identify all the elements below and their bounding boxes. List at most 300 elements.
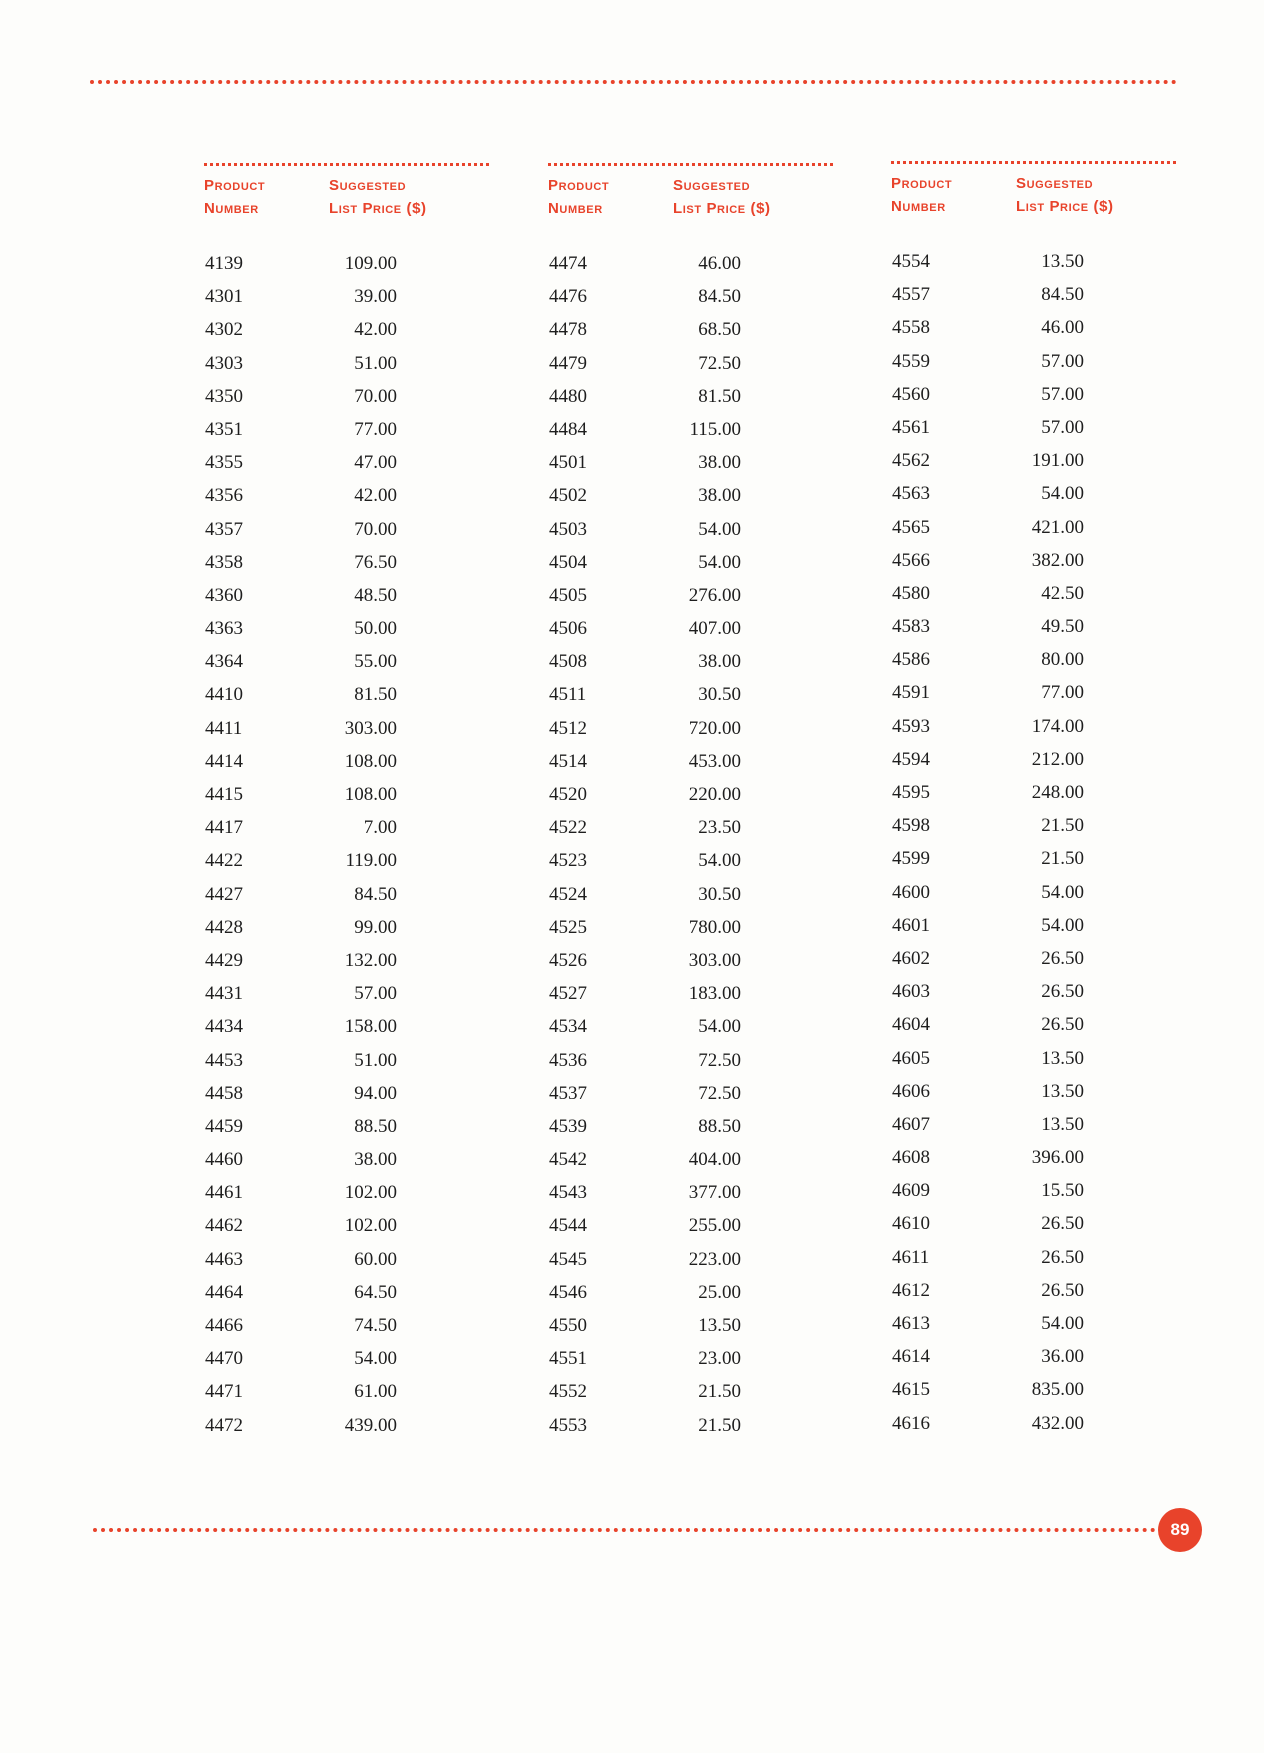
product-number: 4428: [205, 916, 243, 938]
table-row: [204, 1276, 489, 1309]
list-price: 54.00: [698, 850, 741, 872]
product-number: 4478: [549, 319, 587, 341]
product-number: 4453: [205, 1049, 243, 1071]
list-price: 303.00: [344, 717, 397, 739]
list-price: 220.00: [688, 784, 741, 805]
list-price: 38.00: [698, 485, 741, 507]
list-price: 76.50: [354, 551, 397, 573]
list-price: 102.00: [344, 1215, 397, 1237]
list-price: 48.50: [354, 584, 397, 606]
list-price: 115.00: [689, 418, 741, 440]
table-row: [204, 513, 489, 546]
list-price: 407.00: [688, 618, 741, 640]
product-number: 4537: [549, 1082, 587, 1104]
list-price: 81.50: [354, 684, 397, 706]
table-row: [548, 678, 833, 711]
table-row: [204, 413, 489, 446]
list-price: 377.00: [688, 1182, 741, 1204]
product-number: 4554: [892, 251, 930, 272]
list-price: 99.00: [354, 916, 397, 938]
product-number: 4580: [892, 582, 930, 604]
product-number: 4505: [549, 584, 587, 606]
list-price: 55.00: [354, 651, 397, 673]
product-number: 4512: [549, 717, 587, 739]
list-price: 54.00: [698, 1016, 741, 1038]
table-row: [204, 280, 489, 313]
product-number: 4560: [892, 383, 930, 405]
product-number: 4609: [892, 1180, 930, 1202]
list-price: 108.00: [344, 750, 397, 772]
product-number: 4466: [205, 1315, 243, 1336]
table-row: [891, 1174, 1176, 1207]
product-number: 4471: [205, 1381, 243, 1403]
table-row: [548, 313, 833, 346]
product-number: 4462: [205, 1215, 243, 1237]
list-price: 54.00: [354, 1348, 397, 1370]
list-price: 13.50: [698, 1315, 741, 1336]
product-number: 4602: [892, 947, 930, 969]
price-table-3: [891, 161, 1176, 1440]
product-number: 4303: [205, 352, 243, 374]
product-number: 4552: [549, 1381, 587, 1403]
list-price: 396.00: [1031, 1147, 1084, 1169]
list-price: 49.50: [1041, 616, 1084, 638]
product-number: 4484: [549, 418, 587, 440]
table-row: [548, 612, 833, 645]
table-row: [548, 1176, 833, 1209]
table-row: [548, 1375, 833, 1408]
table-row: [891, 1075, 1176, 1108]
product-number: 4431: [205, 983, 243, 1005]
list-price: 13.50: [1041, 1080, 1084, 1102]
product-number: 4480: [549, 385, 587, 407]
table-row: [891, 1340, 1176, 1373]
table-row: [891, 1141, 1176, 1174]
table-row: [548, 1243, 833, 1276]
table-row: [548, 712, 833, 745]
list-price: 276.00: [688, 584, 741, 606]
table-2-header: [548, 174, 833, 220]
table-row: [548, 280, 833, 313]
product-number: 4604: [892, 1014, 930, 1036]
table-row: [891, 1307, 1176, 1340]
list-price: 7.00: [363, 817, 397, 839]
list-price: 57.00: [1041, 416, 1084, 438]
list-price: 109.00: [344, 253, 397, 274]
list-price: 191.00: [1031, 450, 1084, 472]
list-price: 15.50: [1041, 1180, 1084, 1202]
product-number: 4472: [205, 1414, 243, 1436]
table-3-dotted-rule: [891, 161, 1176, 164]
list-price: 835.00: [1031, 1379, 1084, 1401]
product-number: 4603: [892, 981, 930, 1003]
table-row: [548, 844, 833, 877]
table-row: [548, 1342, 833, 1375]
table-row: [204, 1010, 489, 1043]
product-number: 4611: [892, 1246, 930, 1268]
product-number: 4546: [549, 1281, 587, 1303]
table-row: [891, 544, 1176, 577]
list-price: 30.50: [698, 883, 741, 905]
list-price: 38.00: [698, 651, 741, 673]
product-number: 4357: [205, 518, 243, 540]
list-price-header: Suggested List Price ($): [329, 177, 427, 217]
table-row: [204, 1342, 489, 1375]
product-number: 4600: [892, 881, 930, 903]
table-row: [891, 743, 1176, 776]
table-row: [891, 1008, 1176, 1041]
list-price: 51.00: [354, 1049, 397, 1071]
list-price: 74.50: [354, 1315, 397, 1336]
product-number: 4543: [549, 1182, 587, 1204]
table-row: [891, 1241, 1176, 1274]
list-price: 84.50: [698, 286, 741, 308]
list-price: 183.00: [688, 983, 741, 1005]
table-row: [548, 1409, 833, 1442]
table-row: [891, 311, 1176, 344]
product-number: 4458: [205, 1082, 243, 1104]
table-row: [891, 676, 1176, 709]
list-price-header: Suggested List Price ($): [673, 177, 771, 217]
list-price: 77.00: [354, 418, 397, 440]
list-price: 108.00: [344, 784, 397, 805]
product-number: 4463: [205, 1248, 243, 1270]
table-row: [891, 577, 1176, 610]
table-row: [891, 411, 1176, 444]
list-price: 51.00: [354, 352, 397, 374]
table-row: [204, 712, 489, 745]
product-number: 4615: [892, 1379, 930, 1401]
list-price: 21.50: [1041, 815, 1084, 837]
table-row: [204, 546, 489, 579]
product-number: 4559: [892, 350, 930, 372]
table-row: [204, 347, 489, 380]
table-row: [204, 745, 489, 778]
table-row: [204, 1409, 489, 1442]
table-row: [204, 944, 489, 977]
product-number: 4591: [892, 682, 930, 704]
product-number: 4504: [549, 551, 587, 573]
table-row: [548, 247, 833, 280]
product-number: 4563: [892, 483, 930, 505]
list-price: 30.50: [698, 684, 741, 706]
list-price: 54.00: [1041, 914, 1084, 936]
list-price: 42.00: [354, 319, 397, 341]
list-price-header: Suggested List Price ($): [1016, 175, 1114, 215]
table-row: [891, 610, 1176, 643]
product-number: 4470: [205, 1348, 243, 1370]
table-row: [548, 513, 833, 546]
product-number: 4562: [892, 450, 930, 472]
table-row: [204, 977, 489, 1010]
table-row: [548, 546, 833, 579]
product-number: 4460: [205, 1149, 243, 1171]
list-price: 57.00: [354, 983, 397, 1005]
table-row: [891, 942, 1176, 975]
table-row: [204, 1375, 489, 1408]
table-1-rows: [204, 247, 489, 1442]
product-number: 4593: [892, 715, 930, 737]
product-number: 4501: [549, 452, 587, 474]
product-number: 4522: [549, 817, 587, 839]
list-price: 38.00: [354, 1149, 397, 1171]
table-row: [204, 778, 489, 811]
product-number: 4536: [549, 1049, 587, 1071]
product-number: 4520: [549, 784, 587, 805]
list-price: 68.50: [698, 319, 741, 341]
list-price: 84.50: [1041, 284, 1084, 306]
table-row: [548, 1209, 833, 1242]
list-price: 50.00: [354, 618, 397, 640]
list-price: 255.00: [688, 1215, 741, 1237]
table-row: [891, 1373, 1176, 1406]
table-row: [891, 1207, 1176, 1240]
list-price: 13.50: [1041, 1047, 1084, 1069]
list-price: 26.50: [1041, 947, 1084, 969]
product-number: 4599: [892, 848, 930, 870]
list-price: 439.00: [344, 1414, 397, 1436]
table-3-rows: [891, 245, 1176, 1440]
product-number-header: Product Number: [548, 177, 610, 217]
table-row: [548, 778, 833, 811]
table-row: [548, 1077, 833, 1110]
list-price: 77.00: [1041, 682, 1084, 704]
table-row: [891, 876, 1176, 909]
product-number-header: Product Number: [204, 177, 266, 217]
product-number: 4358: [205, 551, 243, 573]
bottom-dotted-rule: [93, 1528, 1156, 1532]
product-number: 4542: [549, 1149, 587, 1171]
product-number: 4608: [892, 1147, 930, 1169]
list-price: 88.50: [354, 1115, 397, 1137]
table-row: [204, 811, 489, 844]
table-row: [204, 313, 489, 346]
table-row: [204, 479, 489, 512]
list-price: 46.00: [1041, 317, 1084, 339]
product-number: 4301: [205, 286, 243, 308]
product-number: 4601: [892, 914, 930, 936]
table-row: [891, 1042, 1176, 1075]
product-number: 4525: [549, 916, 587, 938]
table-row: [891, 975, 1176, 1008]
product-number: 4476: [549, 286, 587, 308]
list-price: 80.00: [1041, 649, 1084, 671]
table-row: [891, 710, 1176, 743]
product-number: 4553: [549, 1414, 587, 1436]
product-number: 4614: [892, 1346, 930, 1368]
list-price: 432.00: [1031, 1412, 1084, 1434]
product-number: 4429: [205, 949, 243, 971]
list-price: 132.00: [344, 949, 397, 971]
product-number: 4434: [205, 1016, 243, 1038]
table-row: [891, 643, 1176, 676]
product-number: 4558: [892, 317, 930, 339]
list-price: 421.00: [1031, 516, 1084, 538]
table-1-dotted-rule: [204, 163, 489, 166]
price-table-1: [204, 163, 489, 1442]
table-row: [891, 1274, 1176, 1307]
product-number: 4561: [892, 416, 930, 438]
product-number: 4417: [205, 817, 243, 839]
table-row: [548, 380, 833, 413]
list-price: 46.00: [698, 253, 741, 274]
table-row: [891, 245, 1176, 278]
table-row: [204, 1110, 489, 1143]
list-price: 72.50: [698, 1049, 741, 1071]
table-row: [204, 645, 489, 678]
product-number: 4539: [549, 1115, 587, 1137]
product-number: 4534: [549, 1016, 587, 1038]
table-row: [891, 378, 1176, 411]
table-row: [204, 911, 489, 944]
product-number: 4302: [205, 319, 243, 341]
list-price: 70.00: [354, 518, 397, 540]
table-row: [204, 1044, 489, 1077]
table-row: [204, 380, 489, 413]
table-row: [548, 811, 833, 844]
product-number: 4414: [205, 750, 243, 772]
list-price: 174.00: [1031, 715, 1084, 737]
product-number: 4612: [892, 1279, 930, 1301]
product-number: 4523: [549, 850, 587, 872]
list-price: 26.50: [1041, 1213, 1084, 1235]
list-price: 453.00: [688, 750, 741, 772]
table-row: [548, 745, 833, 778]
table-row: [204, 844, 489, 877]
product-number: 4550: [549, 1315, 587, 1336]
list-price: 70.00: [354, 385, 397, 407]
table-row: [548, 1276, 833, 1309]
table-row: [204, 1077, 489, 1110]
product-number: 4459: [205, 1115, 243, 1137]
list-price: 26.50: [1041, 1279, 1084, 1301]
product-number: 4411: [205, 717, 243, 739]
table-row: [204, 1243, 489, 1276]
product-number: 4511: [549, 684, 587, 706]
table-2-rows: [548, 247, 833, 1442]
table-row: [204, 612, 489, 645]
table-row: [548, 977, 833, 1010]
list-price: 21.50: [698, 1414, 741, 1436]
product-number: 4474: [549, 253, 587, 274]
product-number: 4410: [205, 684, 243, 706]
product-number: 4605: [892, 1047, 930, 1069]
list-price: 23.50: [698, 817, 741, 839]
product-number: 4594: [892, 748, 930, 770]
list-price: 72.50: [698, 1082, 741, 1104]
top-dotted-rule: [90, 80, 1177, 84]
list-price: 57.00: [1041, 350, 1084, 372]
list-price: 54.00: [698, 518, 741, 540]
product-number: 4360: [205, 584, 243, 606]
table-row: [891, 1108, 1176, 1141]
list-price: 61.00: [354, 1381, 397, 1403]
product-number: 4545: [549, 1248, 587, 1270]
table-row: [891, 345, 1176, 378]
product-number: 4524: [549, 883, 587, 905]
product-number: 4139: [205, 253, 243, 274]
table-row: [548, 1044, 833, 1077]
table-row: [891, 511, 1176, 544]
product-number: 4427: [205, 883, 243, 905]
table-row: [204, 1143, 489, 1176]
list-price: 54.00: [1041, 881, 1084, 903]
table-row: [548, 1309, 833, 1342]
list-price: 26.50: [1041, 1246, 1084, 1268]
list-price: 88.50: [698, 1115, 741, 1137]
product-number: 4566: [892, 549, 930, 571]
product-number: 4557: [892, 284, 930, 306]
table-row: [891, 776, 1176, 809]
table-row: [548, 413, 833, 446]
table-row: [548, 1143, 833, 1176]
table-row: [891, 809, 1176, 842]
product-number: 4351: [205, 418, 243, 440]
table-row: [891, 278, 1176, 311]
table-row: [891, 444, 1176, 477]
list-price: 81.50: [698, 385, 741, 407]
product-number: 4527: [549, 983, 587, 1005]
list-price: 47.00: [354, 452, 397, 474]
table-row: [891, 1407, 1176, 1440]
table-row: [204, 1309, 489, 1342]
table-3-header: [891, 172, 1176, 218]
list-price: 720.00: [688, 717, 741, 739]
list-price: 158.00: [344, 1016, 397, 1038]
list-price: 84.50: [354, 883, 397, 905]
list-price: 39.00: [354, 286, 397, 308]
product-number: 4415: [205, 784, 243, 805]
product-number: 4565: [892, 516, 930, 538]
list-price: 382.00: [1031, 549, 1084, 571]
list-price: 25.00: [698, 1281, 741, 1303]
list-price: 36.00: [1041, 1346, 1084, 1368]
table-row: [204, 446, 489, 479]
table-row: [548, 347, 833, 380]
list-price: 38.00: [698, 452, 741, 474]
list-price: 72.50: [698, 352, 741, 374]
table-row: [891, 477, 1176, 510]
table-row: [548, 911, 833, 944]
product-number: 4356: [205, 485, 243, 507]
product-number: 4514: [549, 750, 587, 772]
list-price: 64.50: [354, 1281, 397, 1303]
table-row: [204, 878, 489, 911]
list-price: 42.00: [354, 485, 397, 507]
product-number: 4613: [892, 1313, 930, 1334]
list-price: 212.00: [1031, 748, 1084, 770]
product-number: 4526: [549, 949, 587, 971]
list-price: 23.00: [698, 1348, 741, 1370]
list-price: 54.00: [1041, 1313, 1084, 1334]
product-number: 4606: [892, 1080, 930, 1102]
table-row: [548, 1010, 833, 1043]
list-price: 780.00: [688, 916, 741, 938]
table-row: [204, 247, 489, 280]
product-number: 4595: [892, 782, 930, 803]
product-number: 4355: [205, 452, 243, 474]
table-row: [548, 479, 833, 512]
table-row: [548, 944, 833, 977]
product-number: 4607: [892, 1113, 930, 1135]
list-price: 26.50: [1041, 1014, 1084, 1036]
product-number: 4350: [205, 385, 243, 407]
product-number: 4586: [892, 649, 930, 671]
list-price: 404.00: [688, 1149, 741, 1171]
list-price: 13.50: [1041, 1113, 1084, 1135]
product-number: 4464: [205, 1281, 243, 1303]
table-2-dotted-rule: [548, 163, 833, 166]
